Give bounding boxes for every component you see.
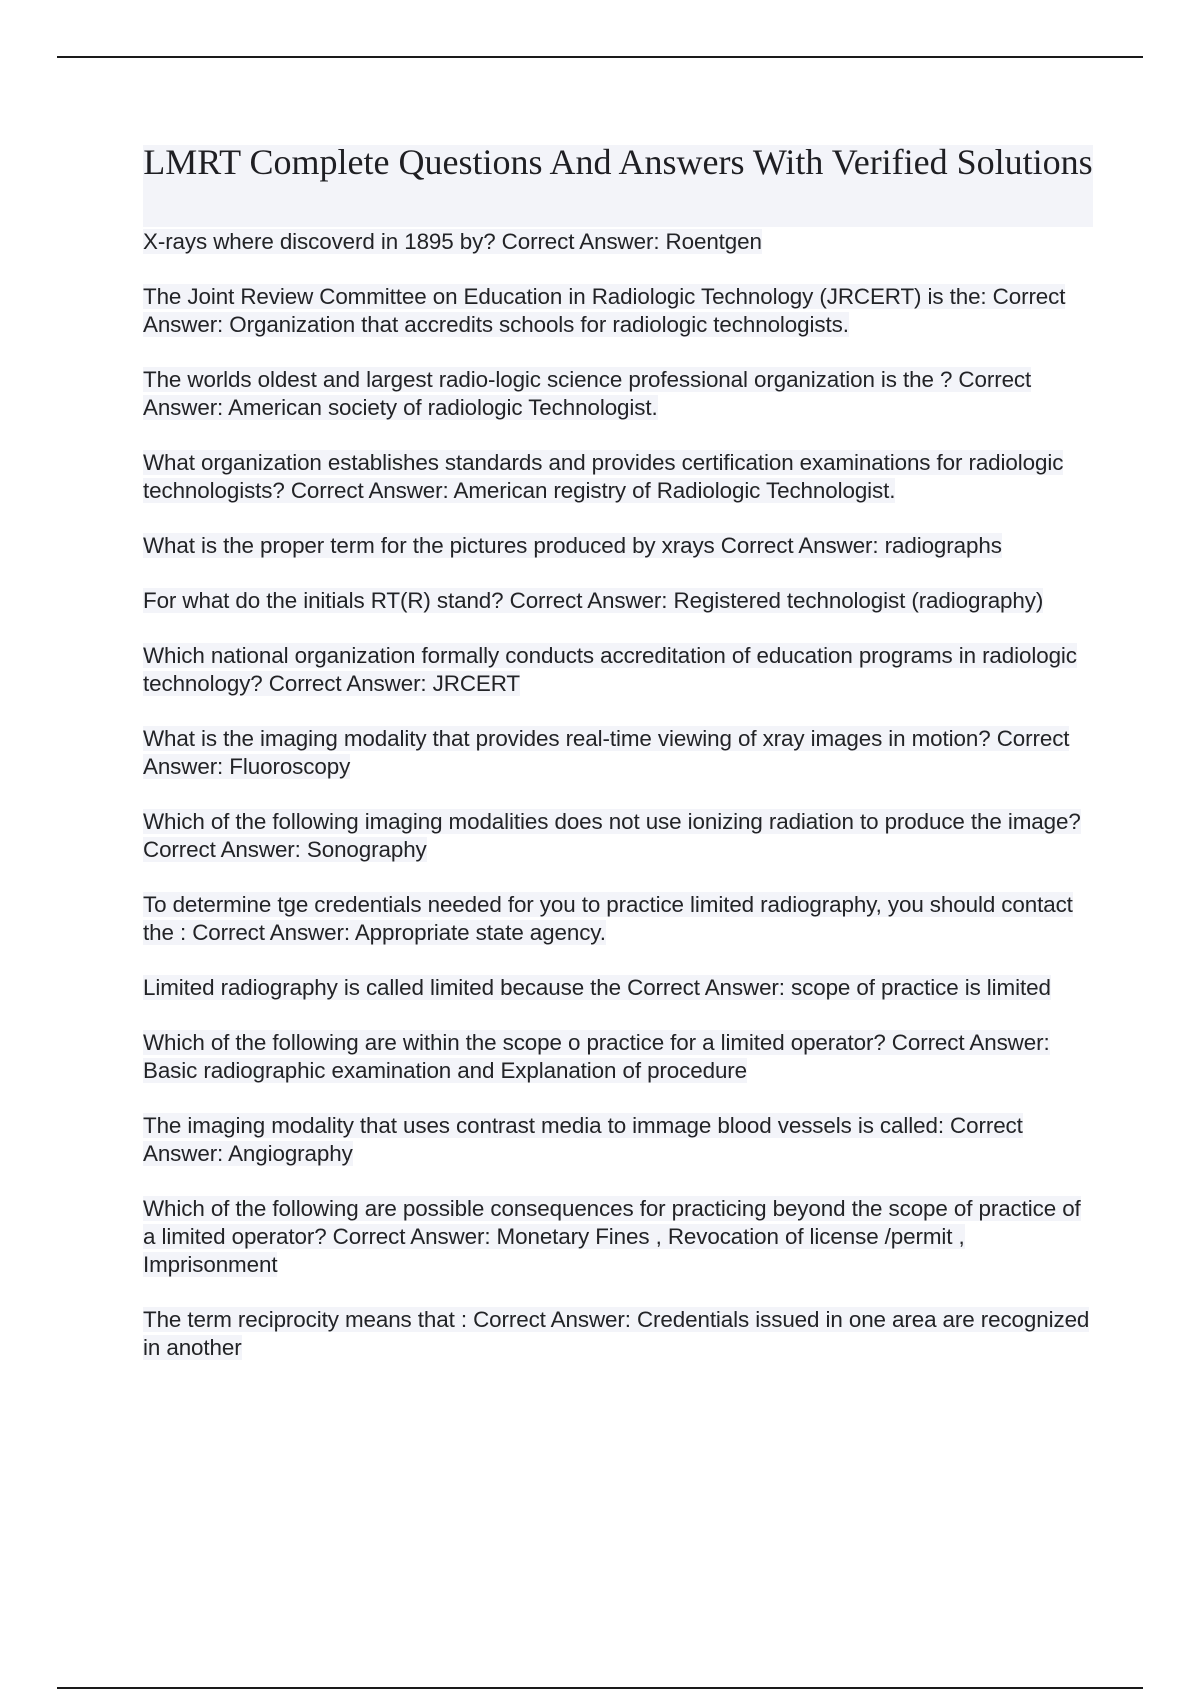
qa-item xyxy=(143,808,1093,864)
qa-text: For what do the initials RT(R) stand? Correct Answer: Registered technologist (radiography) xyxy=(143,588,1044,613)
qa-item xyxy=(143,449,1093,505)
qa-item xyxy=(143,891,1093,947)
qa-item xyxy=(143,1029,1093,1085)
qa-text: What is the imaging modality that provides real-time viewing of xray images in motion? Correct Answer: Fluoroscopy xyxy=(143,726,1070,779)
footer-rule xyxy=(57,1687,1143,1689)
qa-item xyxy=(143,1306,1093,1362)
qa-item xyxy=(143,587,1093,615)
qa-text: The term reciprocity means that : Correct Answer: Credentials issued in one area are recognized in another xyxy=(143,1307,1090,1360)
qa-text: Limited radiography is called limited because the Correct Answer: scope of practice is limited xyxy=(143,975,1051,1000)
document-title: LMRT Complete Questions And Answers With Verified Solutions xyxy=(143,142,1093,182)
qa-text: Which of the following are possible consequences for practicing beyond the scope of practice of a limited operator? Correct Answer: Monetary Fines , Revocation of license /permit , Imprisonment xyxy=(143,1196,1081,1277)
qa-text: The worlds oldest and largest radio-logic science professional organization is the ? Correct Answer: American society of radiologic Technologist. xyxy=(143,367,1032,420)
qa-item xyxy=(143,1195,1093,1279)
qa-item xyxy=(143,1112,1093,1168)
qa-text: Which of the following imaging modalities does not use ionizing radiation to produce the image? Correct Answer: Sonography xyxy=(143,809,1081,862)
qa-item xyxy=(143,228,1093,256)
qa-item xyxy=(143,283,1093,339)
qa-text: To determine tge credentials needed for you to practice limited radiography, you should contact the : Correct Answer: Appropriate state agency. xyxy=(143,892,1073,945)
qa-text: What is the proper term for the pictures produced by xrays Correct Answer: radiographs xyxy=(143,533,1002,558)
qa-text: The Joint Review Committee on Education in Radiologic Technology (JRCERT) is the: Correct Answer: Organization that accredits schools for radiologic technologists. xyxy=(143,284,1066,337)
qa-list xyxy=(143,228,1093,1389)
qa-item xyxy=(143,974,1093,1002)
qa-text: X-rays where discoverd in 1895 by? Correct Answer: Roentgen xyxy=(143,229,762,254)
qa-item xyxy=(143,532,1093,560)
qa-item xyxy=(143,366,1093,422)
qa-text: What organization establishes standards and provides certification examinations for radiologic technologists? Correct Answer: American registry of Radiologic Technologist. xyxy=(143,450,1064,503)
header-rule xyxy=(57,56,1143,58)
qa-text: The imaging modality that uses contrast media to immage blood vessels is called: Correct Answer: Angiography xyxy=(143,1113,1023,1166)
qa-text: Which of the following are within the scope o practice for a limited operator? Correct Answer: Basic radiographic examination and Explanation of procedure xyxy=(143,1030,1050,1083)
qa-item xyxy=(143,725,1093,781)
qa-item xyxy=(143,642,1093,698)
qa-text: Which national organization formally conducts accreditation of education programs in radiologic technology? Correct Answer: JRCERT xyxy=(143,643,1077,696)
